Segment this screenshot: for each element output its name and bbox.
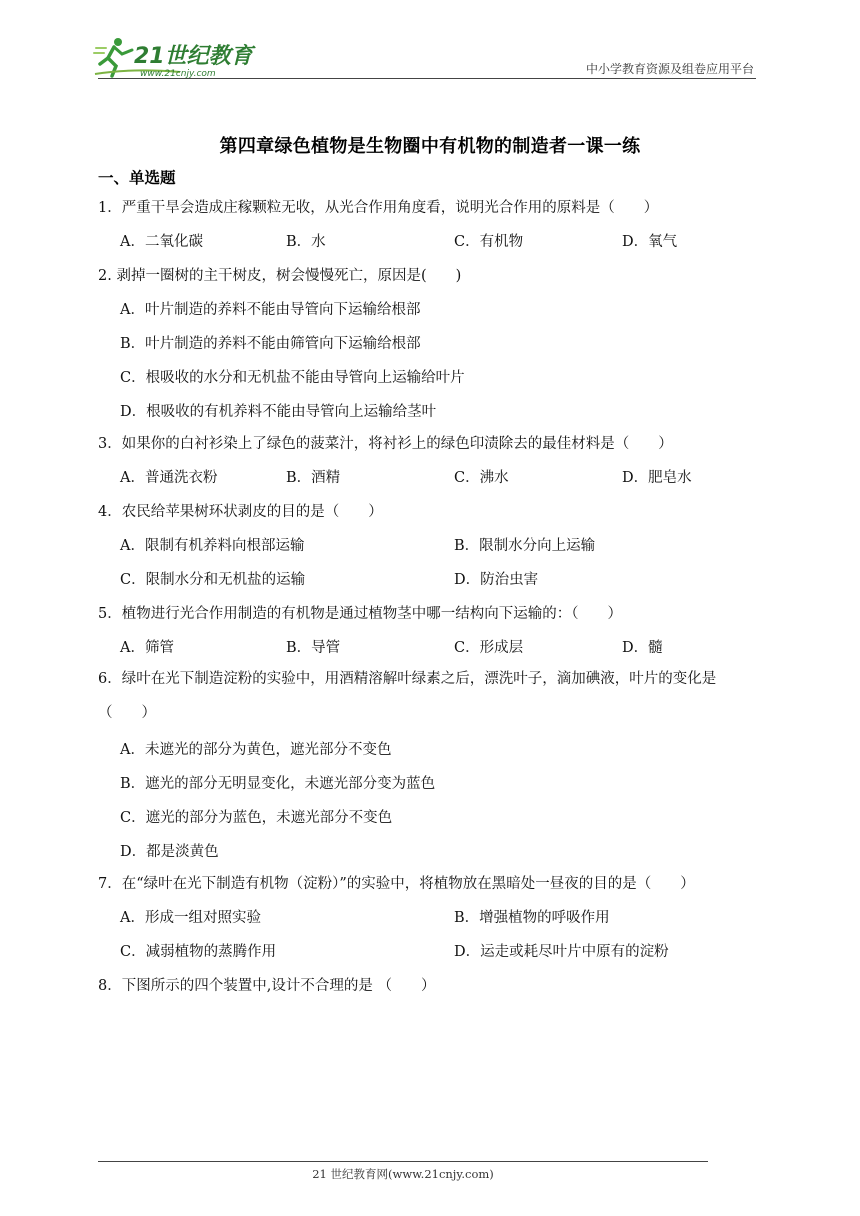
question-2-option-a: A．叶片制造的养料不能由导管向下运输给根部 (120, 302, 421, 318)
question-3-stem: 3．如果你的白衬衫染上了绿色的菠菜汁，将衬衫上的绿色印渍除去的最佳材料是（ ） (98, 436, 673, 452)
question-2-stem: 2. 剥掉一圈树的主干树皮，树会慢慢死亡，原因是( ) (98, 268, 462, 284)
question-4-option-c: C．限制水分和无机盐的运输 (120, 572, 306, 588)
question-3-option-c: C．沸水 (454, 470, 509, 486)
question-8-stem: 8．下图所示的四个装置中,设计不合理的是 （ ） (98, 978, 436, 994)
header-divider (98, 78, 756, 79)
question-3-option-a: A．普通洗衣粉 (120, 470, 218, 486)
question-6-stem: 6．绿叶在光下制造淀粉的实验中，用酒精溶解叶绿素之后，漂洗叶子，滴加碘液，叶片的变化是（ ） (98, 671, 717, 721)
question-1-option-a: A．二氧化碳 (120, 234, 203, 250)
platform-label: 中小学教育资源及组卷应用平台 (585, 62, 754, 76)
question-7-option-c: C．减弱植物的蒸腾作用 (120, 944, 277, 960)
logo-url: www.21cnjy.com (140, 69, 216, 79)
question-5-option-a: A．筛管 (120, 640, 174, 656)
question-6-option-d: D．都是淡黄色 (120, 844, 219, 860)
question-4-option-a: A．限制有机养料向根部运输 (120, 538, 305, 554)
footer-source: 21 世纪教育网(www.21cnjy.com) (312, 1167, 494, 1181)
question-3-option-d: D．肥皂水 (622, 470, 692, 486)
question-5-option-d: D．髓 (622, 640, 663, 656)
question-5-option-b: B．导管 (286, 640, 341, 656)
question-4-option-d: D．防治虫害 (454, 572, 539, 588)
runner-logo-icon (92, 34, 262, 80)
page-header (0, 0, 860, 90)
question-1-stem: 1．严重干旱会造成庄稼颗粒无收，从光合作用角度看，说明光合作用的原料是（ ） (98, 200, 659, 216)
21cnjy-logo (92, 34, 262, 80)
page-title: 第四章绿色植物是生物圈中有机物的制造者一课一练 (219, 136, 641, 157)
question-2-option-b: B．叶片制造的养料不能由筛管向下运输给根部 (120, 336, 421, 352)
question-2-option-d: D．根吸收的有机养料不能由导管向上运输给茎叶 (120, 404, 437, 420)
question-5-option-c: C．形成层 (454, 640, 524, 656)
question-6-option-b: B．遮光的部分无明显变化，未遮光部分变为蓝色 (120, 776, 436, 792)
logo-text: 21世纪教育 (134, 44, 253, 69)
question-7-option-d: D．运走或耗尽叶片中原有的淀粉 (454, 944, 669, 960)
question-4-option-b: B．限制水分向上运输 (454, 538, 596, 554)
question-1-option-b: B．水 (286, 234, 326, 250)
question-1-option-c: C．有机物 (454, 234, 524, 250)
question-6-option-a: A．未遮光的部分为黄色，遮光部分不变色 (120, 742, 392, 758)
question-2-option-c: C．根吸收的水分和无机盐不能由导管向上运输给叶片 (120, 370, 465, 386)
footer-divider (98, 1161, 708, 1162)
question-3-option-b: B．酒精 (286, 470, 341, 486)
section-heading: 一、单选题 (98, 169, 176, 187)
question-4-stem: 4．农民给苹果树环状剥皮的目的是（ ） (98, 504, 383, 520)
question-1-option-d: D．氧气 (622, 234, 678, 250)
question-5-stem: 5．植物进行光合作用制造的有机物是通过植物茎中哪一结构向下运输的：（ ） (98, 606, 622, 622)
question-7-option-a: A．形成一组对照实验 (120, 910, 261, 926)
question-7-stem: 7．在“绿叶在光下制造有机物（淀粉）”的实验中，将植物放在黑暗处一昼夜的目的是（ ） (98, 876, 695, 892)
question-7-option-b: B．增强植物的呼吸作用 (454, 910, 610, 926)
question-6-option-c: C．遮光的部分为蓝色，未遮光部分不变色 (120, 810, 393, 826)
